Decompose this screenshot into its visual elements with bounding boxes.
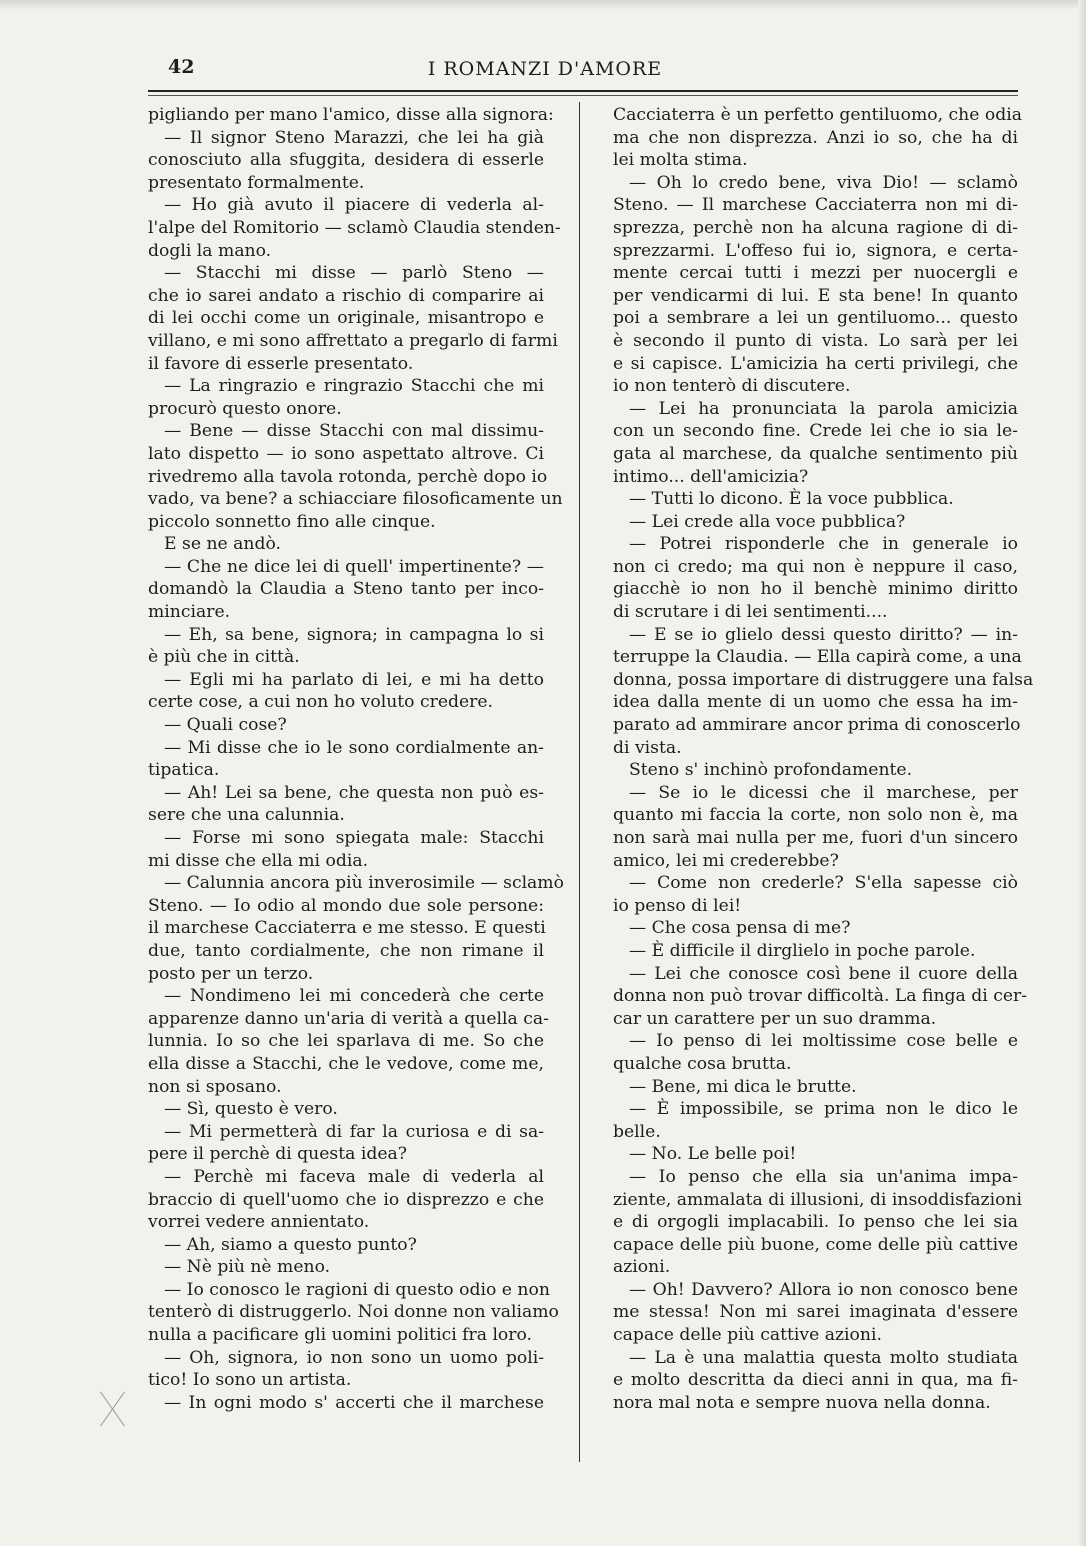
text-line: due, tanto cordialmente, che non rimane il (148, 940, 544, 961)
running-title: I ROMANZI D'AMORE (427, 58, 663, 80)
text-line: capace delle più cattive azioni. (613, 1325, 882, 1346)
text-line: minciare. (148, 602, 231, 623)
text-line: domandò la Claudia a Steno tanto per inco- (148, 579, 544, 600)
text-line: di vista. (613, 737, 682, 758)
text-line: donna, possa importare di distruggere una falsa (613, 669, 1034, 690)
text-line: e si capisce. L'amicizia ha certi privilegi, che (613, 353, 1018, 374)
text-line: — Oh lo credo bene, viva Dio! — sclamò (629, 172, 1018, 193)
text-line: di scrutare i di lei sentimenti.... (613, 602, 888, 623)
text-line: e molto descritta da dieci anni in qua, ma fi- (613, 1370, 1018, 1391)
text-line: — La è una malattia questa molto studiata (629, 1347, 1018, 1368)
text-line: — La ringrazio e ringrazio Stacchi che mi (164, 376, 544, 397)
text-line: donna non può trovar difficoltà. La finga di cer- (613, 986, 1028, 1007)
text-line: nulla a pacificare gli uomini politici fra loro. (148, 1325, 533, 1346)
text-line: è più che in città. (148, 647, 300, 668)
text-line: — Bene, mi dica le brutte. (629, 1076, 857, 1097)
text-line: — Stacchi mi disse — parlò Steno — (164, 263, 544, 284)
text-line: — Ah! Lei sa bene, che questa non può es- (164, 782, 544, 803)
text-line: — È difficile il dirglielo in poche parole. (629, 940, 976, 961)
text-line: — Sì, questo è vero. (164, 1099, 338, 1120)
text-line: terruppe la Claudia. — Ella capirà come, a una (613, 647, 1022, 668)
text-line: capace delle più buone, come delle più cattive (613, 1234, 1018, 1255)
text-line: posto per un terzo. (148, 963, 314, 984)
text-line: non ci credo; ma qui non è neppure il caso, (613, 556, 1018, 577)
text-line: E se ne andò. (164, 534, 281, 555)
text-line: — Io penso di lei moltissime cose belle e (629, 1031, 1018, 1052)
text-line: mente cercai tutti i mezzi per nuocergli e (613, 263, 1018, 284)
column-divider (579, 102, 580, 1462)
text-line: — Nè più nè meno. (164, 1257, 331, 1278)
text-line: lunnia. Io so che lei sparlava di me. So che (148, 1031, 544, 1052)
text-line: — Che ne dice lei di quell' impertinente? — (164, 556, 544, 577)
text-line: il marchese Cacciaterra e me stesso. E questi (148, 918, 546, 939)
text-line: piccolo sonnetto fino alle cinque. (148, 511, 436, 532)
text-line: poi a sembrare a lei un gentiluomo... questo (613, 308, 1018, 329)
text-line: giacchè io non ho il benchè minimo diritto (613, 579, 1018, 600)
text-line: procurò questo onore. (148, 398, 342, 419)
text-line: qualche cosa brutta. (613, 1053, 792, 1074)
text-line: belle. (613, 1121, 661, 1142)
text-line: — Egli mi ha parlato di lei, e mi ha detto (164, 669, 544, 690)
text-line: Cacciaterra è un perfetto gentiluomo, che odia (613, 105, 1022, 125)
text-line: — Ho già avuto il piacere di vederla al- (164, 195, 544, 216)
text-line: — Lei crede alla voce pubblica? (629, 511, 906, 532)
text-line: — Quali cose? (164, 715, 287, 736)
text-line: sprezzarmi. L'offeso fui io, signora, e certa- (613, 240, 1018, 261)
text-line: e di orgogli implacabili. Io penso che lei sia (613, 1212, 1018, 1233)
text-line: — Calunnia ancora più inverosimile — sclamò (164, 873, 564, 894)
page-right-edge (1078, 0, 1086, 1546)
text-line: io penso di lei! (613, 895, 742, 916)
right-column (613, 104, 1034, 1414)
page-number: 42 (168, 56, 195, 78)
text-line: — Mi permetterà di far la curiosa e di sa- (164, 1121, 544, 1142)
text-line: — Mi disse che io le sono cordialmente an- (164, 737, 544, 758)
text-line: con un secondo fine. Crede lei che io sia le- (613, 421, 1018, 442)
text-line: quanto mi faccia la corte, non solo non è, ma (613, 805, 1018, 826)
text-line: non si sposano. (148, 1076, 282, 1097)
text-line: — Forse mi sono spiegata male: Stacchi (164, 828, 544, 848)
text-line: apparenze danno un'aria di verità a quella ca- (148, 1008, 549, 1029)
text-line: vorrei vedere annientato. (148, 1212, 370, 1233)
text-line: — Che cosa pensa di me? (629, 918, 851, 939)
text-line: — Nondimeno lei mi concederà che certe (164, 986, 544, 1007)
text-line: sprezza, perchè non ha alcuna ragione di di- (613, 217, 1018, 238)
text-line: gata al marchese, da qualche sentimento più (613, 443, 1018, 464)
text-line: l'alpe del Romitorio — sclamò Claudia stenden- (148, 217, 561, 238)
text-line: non sarà mai nulla per me, fuori d'un sincero (613, 828, 1018, 848)
text-line: — Perchè mi faceva male di vederla al (164, 1166, 544, 1187)
text-line: — Tutti lo dicono. È la voce pubblica. (629, 489, 954, 510)
text-line: — In ogni modo s' accerti che il marchese (164, 1392, 544, 1413)
text-line: parato ad ammirare ancor prima di conoscerlo (613, 715, 1021, 736)
text-line: di lei occhi come un originale, misantropo e (148, 308, 544, 329)
text-line: nora mal nota e sempre nuova nella donna. (613, 1392, 991, 1413)
page-top-edge (0, 0, 1086, 10)
text-line: Steno. — Il marchese Cacciaterra non mi di- (613, 195, 1018, 216)
text-line: tico! Io sono un artista. (148, 1370, 352, 1391)
text-line: presentato formalmente. (148, 172, 365, 193)
text-line: per vendicarmi di lui. E sta bene! In quanto (613, 285, 1018, 306)
text-line: — Potrei risponderle che in generale io (629, 534, 1018, 555)
text-line: vado, va bene? a schiacciare filosoficamente un (148, 489, 563, 510)
text-line: che io sarei andato a rischio di comparire ai (148, 285, 544, 306)
text-line: lato dispetto — io sono aspettato altrove. Ci (148, 443, 544, 464)
text-line: — Il signor Steno Marazzi, che lei ha già (164, 127, 544, 148)
text-line: tipatica. (148, 760, 220, 781)
text-line: villano, e mi sono affrettato a pregarlo di farmi (148, 330, 558, 351)
text-line: ella disse a Stacchi, che le vedove, come me, (148, 1053, 544, 1074)
text-line: rivedremo alla tavola rotonda, perchè dopo io (148, 466, 548, 487)
text-line: azioni. (613, 1257, 671, 1278)
text-line: — Lei ha pronunciata la parola amicizia (629, 398, 1018, 419)
text-line: — Io penso che ella sia un'anima impa- (629, 1166, 1018, 1187)
text-line: sere che una calunnia. (148, 805, 345, 826)
margin-pencil-mark (96, 1388, 132, 1428)
text-line: car un carattere per un suo dramma. (613, 1008, 937, 1029)
text-line: — È impossibile, se prima non le dico le (629, 1099, 1018, 1120)
text-line: — Lei che conosce così bene il cuore della (629, 963, 1018, 984)
text-line: — Se io le dicessi che il marchese, per (629, 782, 1018, 803)
text-line: — Bene — disse Stacchi con mal dissimu- (164, 421, 544, 442)
text-line: ma che non disprezza. Anzi io so, che ha di (613, 127, 1018, 148)
text-line: lei molta stima. (613, 150, 748, 171)
text-line: me stessa! Non mi sarei imaginata d'essere (613, 1302, 1018, 1323)
text-line: — Ah, siamo a questo punto? (164, 1234, 417, 1255)
left-column (148, 104, 564, 1414)
text-line: io non tenterò di discutere. (613, 376, 851, 397)
text-line: pere il perchè di questa idea? (148, 1144, 407, 1165)
text-line: idea dalla mente di un uomo che essa ha im- (613, 692, 1018, 713)
text-line: dogli la mano. (148, 240, 272, 261)
text-line: ziente, ammalata di illusioni, di insoddisfazioni (613, 1189, 1023, 1210)
text-line: intimo... dell'amicizia? (613, 466, 809, 487)
text-line: — Eh, sa bene, signora; in campagna lo si (164, 624, 544, 645)
text-line: braccio di quell'uomo che io disprezzo e che (148, 1189, 544, 1210)
text-line: — E se io glielo dessi questo diritto? — in- (629, 624, 1018, 645)
header-rule (148, 90, 1018, 92)
header-rule-thin (148, 95, 1018, 96)
text-line: tenterò di distruggerlo. Noi donne non valiamo (148, 1302, 559, 1323)
text-line: amico, lei mi crederebbe? (613, 850, 839, 871)
text-line: il favore di esserle presentato. (148, 353, 414, 374)
text-line: pigliando per mano l'amico, disse alla signora: (148, 105, 554, 125)
text-line: — Oh! Davvero? Allora io non conosco bene (629, 1279, 1018, 1300)
text-line: — Oh, signora, io non sono un uomo poli- (164, 1347, 544, 1368)
text-line: — Io conosco le ragioni di questo odio e non (164, 1279, 550, 1300)
text-line: mi disse che ella mi odia. (148, 850, 369, 871)
text-line: — No. Le belle poi! (629, 1144, 797, 1165)
text-line: è secondo il punto di vista. Lo sarà per lei (613, 330, 1018, 351)
text-line: certe cose, a cui non ho voluto credere. (148, 692, 494, 713)
text-line: Steno s' inchinò profondamente. (629, 760, 913, 781)
text-line: Steno. — Io odio al mondo due sole persone: (148, 895, 544, 916)
text-line: conosciuto alla sfuggita, desidera di esserle (148, 150, 544, 171)
text-line: — Come non crederle? S'ella sapesse ciò (629, 873, 1018, 894)
